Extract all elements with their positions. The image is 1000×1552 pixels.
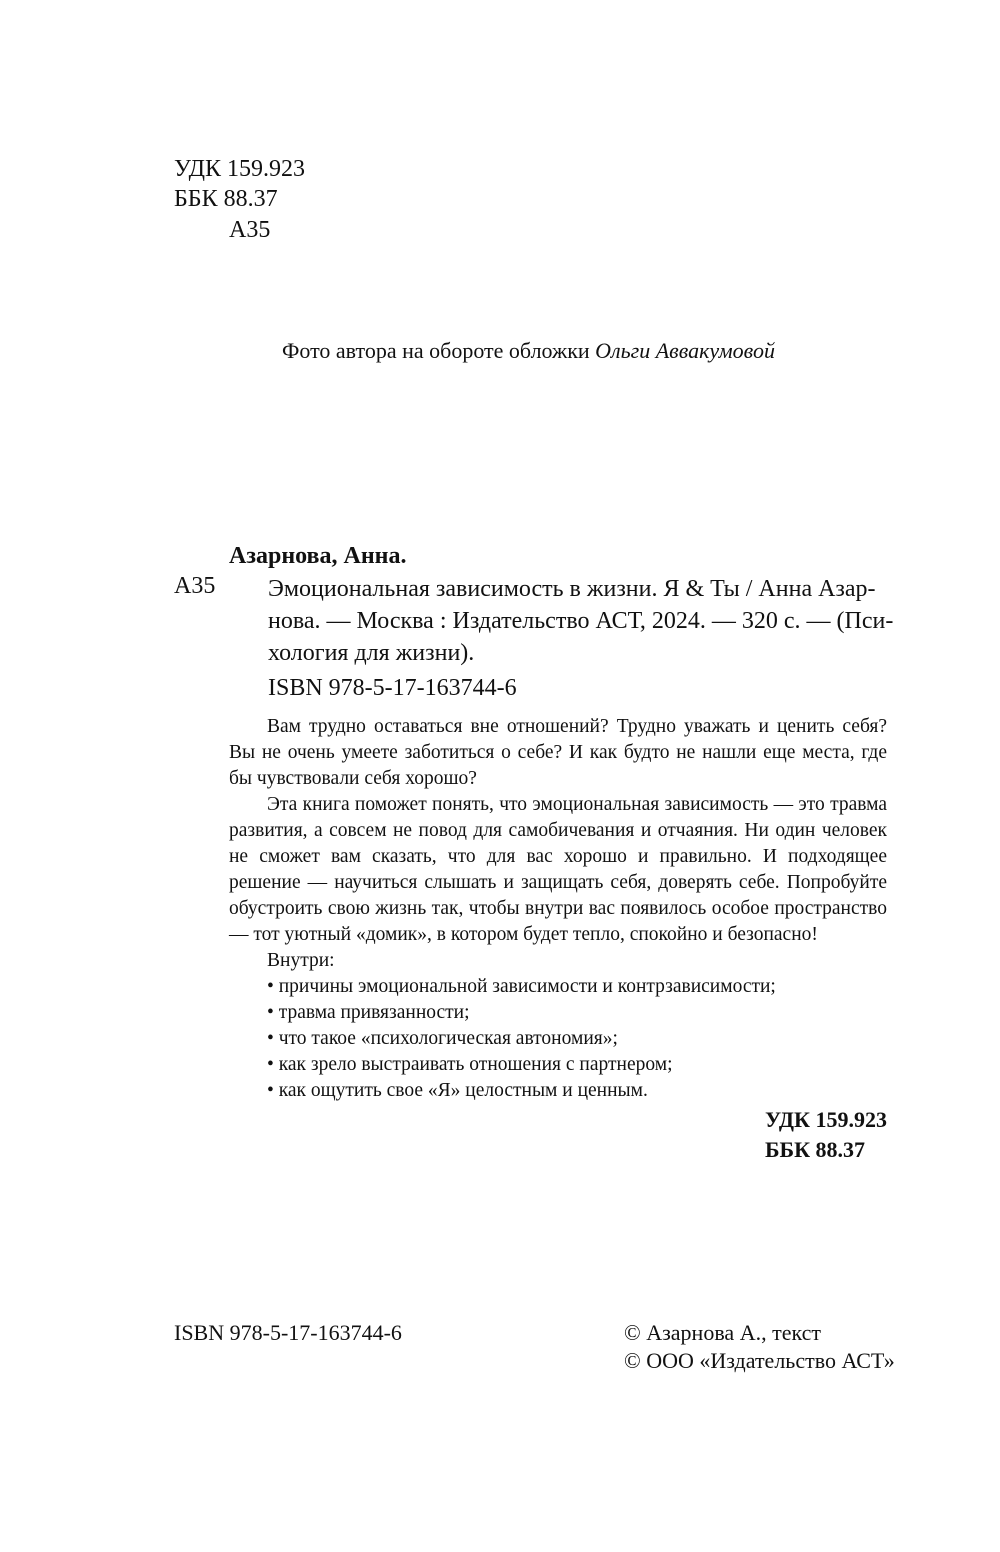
author-heading: Азарнова, Анна.: [229, 543, 407, 569]
list-item: • травма привязанности;: [267, 1000, 887, 1026]
annotation-paragraph: Вам трудно оставаться вне отношений? Трудно уважать и ценить себя? Вы не очень умеете заботиться о себе? И как будто не нашли еще места, где бы чувствовали себя хорошо?: [229, 716, 887, 789]
contents-list: [229, 974, 887, 1104]
isbn-catalog: ISBN 978-5-17-163744-6: [268, 675, 517, 701]
bottom-codes: [765, 1107, 887, 1163]
list-item: • что такое «психологическая автономия»;: [267, 1026, 887, 1052]
bibliographic-line: Эмоциональная зависимость в жизни. Я & Ты / Анна Азар-: [268, 576, 876, 602]
udk-code-bottom: УДК 159.923: [764, 1107, 887, 1132]
list-item: • как зрело выстраивать отношения с партнером;: [267, 1052, 887, 1078]
list-item: • причины эмоциональной зависимости и контрзависимости;: [267, 974, 887, 1000]
annotation-paragraph: Эта книга поможет понять, что эмоциональная зависимость — это травма развития, а совсем не повод для самобичевания и отчаяния. Ни один человек не сможет вам сказать, что для вас хорошо и правильно. И подходящее решение — научиться слышать и защищать себя, доверять себе. Попробуйте обустроить свою жизнь так, чтобы внутри вас появилось особое пространство — тот уютный «домик», в котором будет тепло, спокойно и безопасно!: [229, 794, 887, 945]
list-item: • как ощутить свое «Я» целостным и ценным.: [267, 1078, 887, 1104]
photographer-name: Ольги Аввакумовой: [595, 338, 775, 363]
photo-credit: [282, 338, 775, 364]
author-sign-catalog: А35: [174, 573, 216, 599]
bbk-code-top: ББК 88.37: [174, 186, 278, 212]
annotation: [229, 714, 887, 1104]
copyright-publisher: © ООО «Издательство АСТ»: [624, 1348, 895, 1373]
bbk-code-bottom: ББК 88.37: [764, 1137, 866, 1162]
copyright-author: © Азарнова А., текст: [624, 1320, 821, 1345]
photo-credit-text: Фото автора на обороте обложки: [282, 338, 590, 363]
bibliographic-line: хология для жизни).: [268, 640, 475, 666]
author-sign-top: А35: [229, 217, 271, 243]
isbn-footer: ISBN 978-5-17-163744-6: [174, 1320, 402, 1345]
inside-label: Внутри:: [267, 950, 335, 971]
bibliographic-entry: [268, 573, 893, 669]
udk-code-top: УДК 159.923: [174, 156, 305, 182]
bibliographic-line: нова. — Москва : Издательство АСТ, 2024. — 320 с. — (Пси-: [268, 608, 894, 634]
